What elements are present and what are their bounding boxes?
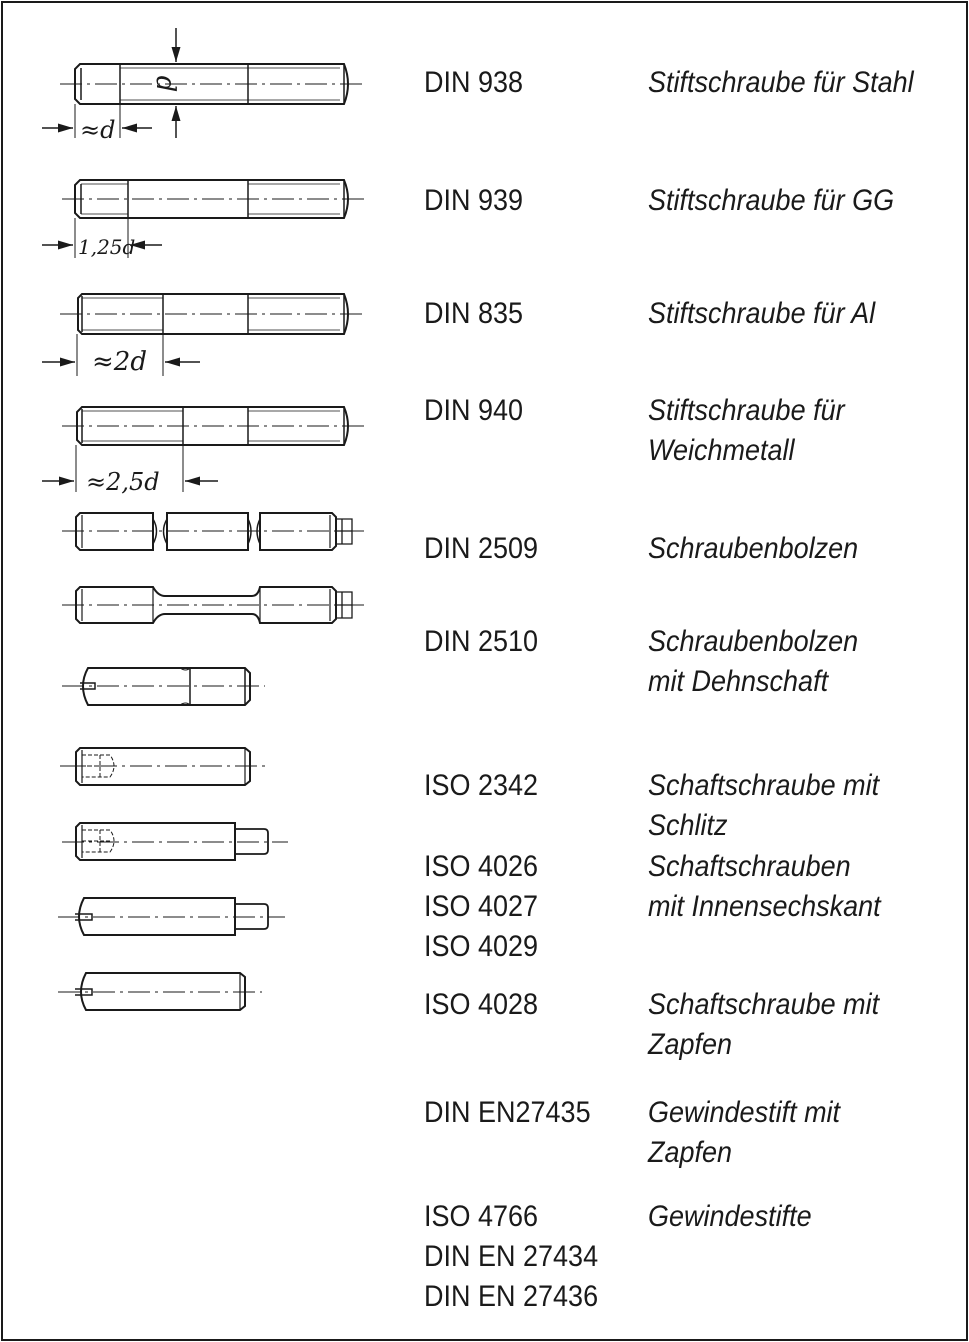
drawing-din-2509 xyxy=(62,513,365,550)
dimension-label: ≈2,5d xyxy=(86,468,160,496)
standard-line: DIN EN 27436 xyxy=(424,1280,599,1313)
standard-line: DIN 2510 xyxy=(424,625,539,658)
standard-line: DIN EN 27434 xyxy=(424,1240,599,1273)
description-line: Schlitz xyxy=(648,809,728,842)
drawing-iso-4028 xyxy=(62,823,288,860)
drawing-iso-4766 xyxy=(58,973,262,1010)
dimension-label: ≈d xyxy=(80,116,116,144)
drawing-din-939 xyxy=(42,180,365,259)
description xyxy=(648,1093,840,1173)
standard-number xyxy=(424,391,523,431)
standard-number xyxy=(424,766,538,806)
standard-number xyxy=(424,529,538,569)
drawing-din-940 xyxy=(42,407,365,496)
description xyxy=(648,847,881,927)
standard-number xyxy=(424,63,523,103)
dimension-label: 1,25d xyxy=(78,235,136,259)
description-line: Gewindestifte xyxy=(648,1200,812,1233)
standard-number xyxy=(424,1197,598,1317)
standard-line: DIN EN27435 xyxy=(424,1096,591,1129)
standard-line: ISO 4027 xyxy=(424,890,539,923)
description-line: Stiftschraube für GG xyxy=(648,184,895,217)
description xyxy=(648,294,875,334)
standard-line: ISO 4029 xyxy=(424,930,539,963)
description-line: Stiftschraube für Stahl xyxy=(648,66,914,99)
standard-line: ISO 4026 xyxy=(424,850,539,883)
standard-number xyxy=(424,847,538,967)
description xyxy=(648,622,858,702)
description-line: Schraubenbolzen xyxy=(648,625,859,658)
diameter-label: d xyxy=(150,75,180,93)
description-line: mit Dehnschaft xyxy=(648,665,829,698)
description-line: Schaftschraube mit xyxy=(648,988,880,1021)
description-line: Gewindestift mit xyxy=(648,1096,841,1129)
standard-line: DIN 2509 xyxy=(424,532,539,565)
description xyxy=(648,391,845,471)
description-line: mit Innensechskant xyxy=(648,890,881,923)
description xyxy=(648,1197,812,1237)
standard-line: DIN 939 xyxy=(424,184,524,217)
drawing-din-835 xyxy=(42,294,365,377)
standard-number xyxy=(424,181,523,221)
description-line: Weichmetall xyxy=(648,434,795,467)
drawing-din-en-27435 xyxy=(58,898,285,935)
standard-number xyxy=(424,985,538,1025)
drawing-iso-2342 xyxy=(62,668,265,705)
standard-number xyxy=(424,294,523,334)
description xyxy=(648,766,879,846)
description-line: Schraubenbolzen xyxy=(648,532,859,565)
description-line: Stiftschraube für Al xyxy=(648,297,876,330)
description-line: Schaftschraube mit xyxy=(648,769,880,802)
description xyxy=(648,63,914,103)
standard-number xyxy=(424,622,538,662)
standard-line: DIN 835 xyxy=(424,297,524,330)
description-line: Zapfen xyxy=(648,1136,733,1169)
drawing-din-938 xyxy=(42,28,365,144)
description-line: Zapfen xyxy=(648,1028,733,1061)
drawing-iso-4026 xyxy=(60,748,268,785)
standard-line: DIN 938 xyxy=(424,66,524,99)
description-line: Schaftschrauben xyxy=(648,850,851,883)
standard-line: ISO 4766 xyxy=(424,1200,539,1233)
standard-line: ISO 2342 xyxy=(424,769,539,802)
description xyxy=(648,181,894,221)
dimension-label: ≈2d xyxy=(92,347,147,377)
description xyxy=(648,985,879,1065)
drawing-din-2510 xyxy=(62,587,365,623)
description xyxy=(648,529,858,569)
description-line: Stiftschraube für xyxy=(648,394,845,427)
standard-line: DIN 940 xyxy=(424,394,524,427)
standard-line: ISO 4028 xyxy=(424,988,539,1021)
standard-number xyxy=(424,1093,591,1133)
